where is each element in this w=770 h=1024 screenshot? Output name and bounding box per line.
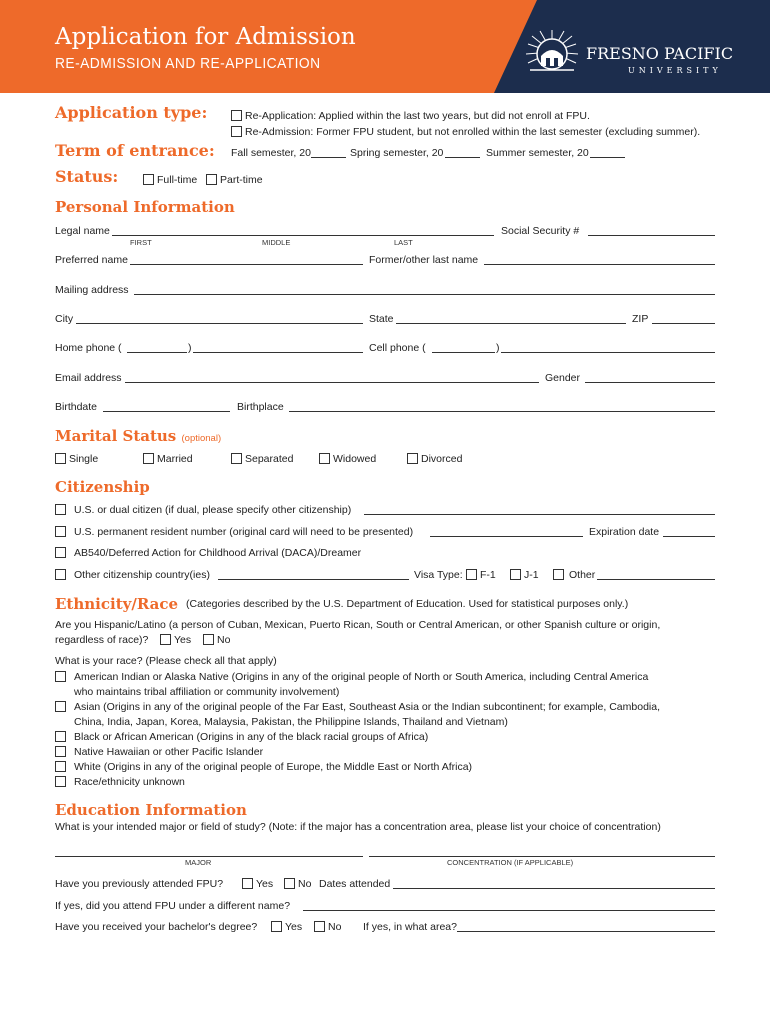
ethnicity-heading: Ethnicity/Race [55, 595, 179, 613]
single-checkbox[interactable] [55, 453, 66, 464]
permanent-resident-label: U.S. permanent resident number (original card will need to be presented) [74, 526, 414, 538]
asian-line2: China, India, Japan, Korea, Malaysia, Pakistan, the Philippine Islands, Thailand and Vietnam) [74, 716, 508, 728]
visa-other-field[interactable] [597, 579, 715, 580]
reapplication-checkbox[interactable] [231, 110, 242, 121]
visa-other-label: Other [569, 569, 596, 581]
attended-no-checkbox[interactable] [284, 878, 295, 889]
birthdate-field[interactable] [103, 411, 230, 412]
widowed-label: Widowed [333, 453, 377, 465]
ethnicity-note: (Categories described by the U.S. Department of Education. Used for statistical purposes only.) [186, 598, 629, 610]
hispanic-question-line1: Are you Hispanic/Latino (a person of Cuban, Mexican, Puerto Rican, South or Central American, or other Spanish culture or origin, [55, 619, 661, 631]
legal-name-field[interactable] [112, 235, 494, 236]
asian-checkbox[interactable] [55, 701, 66, 712]
email-field[interactable] [125, 382, 539, 383]
readmission-checkbox[interactable] [231, 126, 242, 137]
spring-year-field[interactable] [445, 157, 480, 158]
divorced-checkbox[interactable] [407, 453, 418, 464]
cell-phone-label: Cell phone ( [369, 342, 426, 354]
status-label: Status: [55, 167, 119, 186]
reapplication-label: Re-Application: Applied within the last two years, but did not enroll at FPU. [245, 110, 590, 122]
cell-area-code-field[interactable] [432, 352, 495, 353]
spring-label: Spring semester, 20 [350, 147, 444, 159]
separated-label: Separated [245, 453, 294, 465]
major-question: What is your intended major or field of study? (Note: if the major has a concentration area, please list your choice of concentration) [55, 821, 661, 833]
hawaiian-label: Native Hawaiian or other Pacific Islander [74, 746, 264, 758]
ssn-label: Social Security # [501, 225, 580, 237]
attended-yes-checkbox[interactable] [242, 878, 253, 889]
attended-yes-label: Yes [256, 878, 274, 890]
race-question: What is your race? (Please check all that apply) [55, 655, 277, 667]
us-citizen-label: U.S. or dual citizen (if dual, please specify other citizenship) [74, 504, 352, 516]
different-name-question: If yes, did you attend FPU under a different name? [55, 900, 291, 912]
optional-note: (optional) [181, 433, 222, 444]
degree-area-label: If yes, in what area? [363, 921, 457, 933]
daca-label: AB540/Deferred Action for Childhood Arrival (DACA)/Dreamer [74, 547, 362, 559]
preferred-name-field[interactable] [130, 264, 363, 265]
bachelor-yes-checkbox[interactable] [271, 921, 282, 932]
expiration-date-label: Expiration date [589, 526, 660, 538]
home-area-code-field[interactable] [127, 352, 187, 353]
page-title: Application for Admission [55, 24, 356, 50]
other-citizenship-field[interactable] [218, 579, 409, 580]
hispanic-no-label: No [217, 634, 231, 646]
summer-label: Summer semester, 20 [486, 147, 589, 159]
term-label: Term of entrance: [55, 141, 215, 160]
visa-other-checkbox[interactable] [553, 569, 564, 580]
home-phone-paren: ) [188, 342, 192, 354]
attended-question: Have you previously attended FPU? [55, 878, 224, 890]
asian-line1: Asian (Origins in any of the original people of the Far East, Southeast Asia or the Indian subcontinent; for example, Cambodia, [74, 701, 661, 713]
native-american-checkbox[interactable] [55, 671, 66, 682]
gender-field[interactable] [585, 382, 715, 383]
former-name-label: Former/other last name [369, 254, 479, 266]
home-phone-field[interactable] [193, 352, 363, 353]
education-heading: Education Information [55, 801, 247, 819]
major-field[interactable] [55, 856, 363, 857]
resident-number-field[interactable] [430, 536, 583, 537]
other-citizenship-checkbox[interactable] [55, 569, 66, 580]
state-field[interactable] [396, 323, 626, 324]
hispanic-yes-checkbox[interactable] [160, 634, 171, 645]
widowed-checkbox[interactable] [319, 453, 330, 464]
different-name-field[interactable] [303, 910, 715, 911]
city-label: City [55, 313, 74, 325]
fall-year-field[interactable] [311, 157, 346, 158]
birthdate-label: Birthdate [55, 401, 98, 413]
middle-caption: MIDDLE [262, 238, 291, 247]
native-american-line2: who maintains tribal affiliation or community involvement) [74, 686, 340, 698]
concentration-field[interactable] [369, 856, 715, 857]
ssn-field[interactable] [588, 235, 715, 236]
hawaiian-checkbox[interactable] [55, 746, 66, 757]
marital-status-title: Marital Status [55, 427, 177, 445]
state-label: State [369, 313, 394, 325]
readmission-label: Re-Admission: Former FPU student, but not enrolled within the last semester (excluding summer). [245, 126, 701, 138]
university-subname: UNIVERSITY [628, 66, 722, 75]
mailing-address-label: Mailing address [55, 284, 129, 296]
gender-label: Gender [545, 372, 581, 384]
single-label: Single [69, 453, 99, 465]
former-name-field[interactable] [484, 264, 715, 265]
university-seal-icon [524, 30, 580, 76]
hispanic-no-checkbox[interactable] [203, 634, 214, 645]
university-name: FRESNO PACIFIC [586, 44, 734, 63]
cell-phone-paren: ) [496, 342, 500, 354]
last-caption: LAST [394, 238, 413, 247]
concentration-caption: CONCENTRATION (IF APPLICABLE) [447, 858, 574, 867]
part-time-checkbox[interactable] [206, 174, 217, 185]
summer-year-field[interactable] [590, 157, 625, 158]
daca-checkbox[interactable] [55, 547, 66, 558]
black-checkbox[interactable] [55, 731, 66, 742]
married-checkbox[interactable] [143, 453, 154, 464]
full-time-checkbox[interactable] [143, 174, 154, 185]
first-caption: FIRST [130, 238, 152, 247]
bachelor-question: Have you received your bachelor's degree? [55, 921, 258, 933]
f1-label: F-1 [480, 569, 496, 581]
bachelor-no-checkbox[interactable] [314, 921, 325, 932]
degree-area-field[interactable] [457, 931, 715, 932]
zip-field[interactable] [652, 323, 715, 324]
separated-checkbox[interactable] [231, 453, 242, 464]
mailing-address-field[interactable] [134, 294, 715, 295]
divorced-label: Divorced [421, 453, 463, 465]
other-citizenship-label: Other citizenship country(ies) [74, 569, 210, 581]
full-time-label: Full-time [157, 174, 198, 186]
legal-name-label: Legal name [55, 225, 110, 237]
marital-status-heading [55, 427, 221, 445]
us-citizen-checkbox[interactable] [55, 504, 66, 515]
hispanic-question-line2: regardless of race)? [55, 634, 149, 646]
hispanic-yes-label: Yes [174, 634, 192, 646]
j1-checkbox[interactable] [510, 569, 521, 580]
dates-attended-field[interactable] [393, 888, 715, 889]
white-checkbox[interactable] [55, 761, 66, 772]
expiration-date-field[interactable] [663, 536, 715, 537]
race-unknown-checkbox[interactable] [55, 776, 66, 787]
personal-info-heading: Personal Information [55, 198, 235, 216]
dates-attended-label: Dates attended [319, 878, 391, 890]
city-field[interactable] [76, 323, 363, 324]
bachelor-no-label: No [328, 921, 342, 933]
visa-type-label: Visa Type: [414, 569, 463, 581]
header-banner [0, 0, 770, 93]
application-type-label: Application type: [55, 103, 208, 122]
attended-no-label: No [298, 878, 312, 890]
birthplace-field[interactable] [289, 411, 715, 412]
white-label: White (Origins in any of the original people of Europe, the Middle East or North Africa) [74, 761, 473, 773]
major-caption: MAJOR [185, 858, 212, 867]
preferred-name-label: Preferred name [55, 254, 128, 266]
fall-label: Fall semester, 20 [231, 147, 311, 159]
native-american-line1: American Indian or Alaska Native (Origins in any of the original people of North or South America, including Central America [74, 671, 649, 683]
citizenship-heading: Citizenship [55, 478, 150, 496]
married-label: Married [157, 453, 193, 465]
dual-citizenship-field[interactable] [364, 514, 715, 515]
permanent-resident-checkbox[interactable] [55, 526, 66, 537]
zip-label: ZIP [632, 313, 649, 325]
email-label: Email address [55, 372, 122, 384]
f1-checkbox[interactable] [466, 569, 477, 580]
page-subtitle: RE-ADMISSION AND RE-APPLICATION [55, 55, 321, 72]
race-unknown-label: Race/ethnicity unknown [74, 776, 185, 788]
bachelor-yes-label: Yes [285, 921, 303, 933]
home-phone-label: Home phone ( [55, 342, 122, 354]
black-label: Black or African American (Origins in any of the black racial groups of Africa) [74, 731, 429, 743]
j1-label: J-1 [524, 569, 539, 581]
cell-phone-field[interactable] [501, 352, 715, 353]
birthplace-label: Birthplace [237, 401, 284, 413]
part-time-label: Part-time [220, 174, 263, 186]
